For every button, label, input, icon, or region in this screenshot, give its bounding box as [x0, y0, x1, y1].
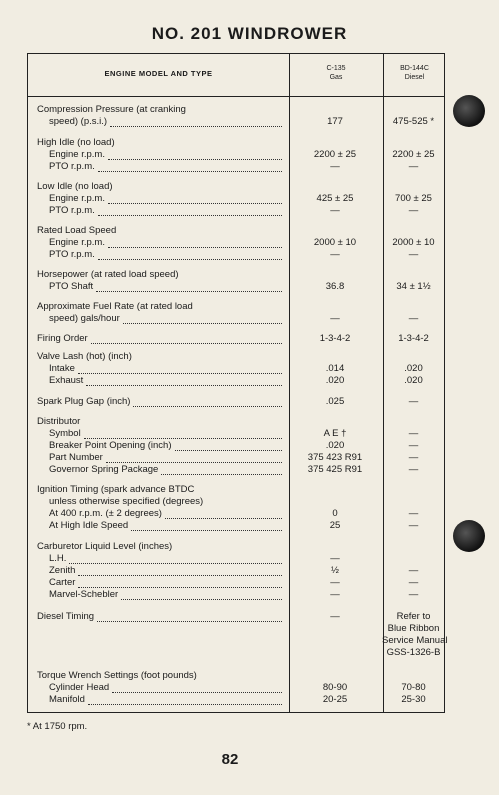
- leader-dots: [97, 620, 282, 622]
- header-col1-type: Gas: [329, 74, 343, 81]
- diesel-value: 25-30: [401, 694, 426, 705]
- gas-value: —: [330, 249, 340, 260]
- gas-value: .020: [325, 440, 345, 451]
- gas-value: A E †: [323, 428, 347, 439]
- diesel-value: —: [408, 577, 419, 588]
- leader-dots: [91, 342, 282, 344]
- row-label: Part Number: [49, 452, 103, 463]
- row-label: Compression Pressure (at cranking: [37, 104, 186, 115]
- row-label: Cylinder Head: [49, 682, 110, 693]
- gas-value: 80-90: [322, 682, 348, 693]
- leader-dots: [98, 258, 282, 260]
- leader-dots: [108, 158, 282, 160]
- diesel-value: —: [408, 565, 419, 576]
- row-label: Approximate Fuel Rate (at rated load: [37, 301, 193, 312]
- page-number: 82: [221, 751, 239, 768]
- diesel-value: —: [408, 464, 419, 475]
- leader-dots: [121, 598, 282, 600]
- leader-dots: [110, 125, 282, 127]
- row-label: Breaker Point Opening (inch): [49, 440, 172, 451]
- gas-value: —: [330, 313, 340, 324]
- row-label: Engine r.p.m.: [49, 193, 105, 204]
- gas-value: —: [330, 553, 340, 564]
- gas-value: 177: [327, 116, 343, 127]
- leader-dots: [165, 517, 282, 519]
- gas-value: 20-25: [322, 694, 348, 705]
- row-label: PTO r.p.m.: [49, 249, 95, 260]
- diesel-value: 34 ± 1½: [396, 281, 431, 292]
- diesel-value: —: [408, 428, 419, 439]
- leader-dots: [78, 586, 282, 588]
- diesel-value: 475-525 *: [392, 116, 435, 127]
- header-col2-model: BD-144C: [400, 65, 429, 72]
- gas-value: —: [330, 577, 340, 588]
- leader-dots: [131, 529, 282, 531]
- leader-dots: [78, 574, 282, 576]
- row-label: Exhaust: [49, 375, 84, 386]
- row-label: unless otherwise specified (degrees): [49, 496, 204, 507]
- leader-dots: [106, 461, 282, 463]
- diesel-value: —: [408, 249, 419, 260]
- gas-value: 1-3-4-2: [319, 333, 351, 344]
- leader-dots: [88, 703, 282, 705]
- binder-hole: [453, 520, 485, 552]
- leader-dots: [86, 384, 282, 386]
- diesel-value: 700 ± 25: [395, 193, 432, 204]
- footnote: * At 1750 rpm.: [27, 721, 88, 732]
- row-label: Low Idle (no load): [37, 181, 113, 192]
- gas-value: —: [330, 205, 340, 216]
- leader-dots: [133, 405, 282, 407]
- row-label: speed) (p.s.i.): [49, 116, 108, 127]
- diesel-value: —: [408, 589, 419, 600]
- gas-value: —: [330, 161, 340, 172]
- row-label: PTO r.p.m.: [49, 205, 95, 216]
- leader-dots: [108, 202, 282, 204]
- leader-dots: [112, 691, 282, 693]
- gas-value: .020: [325, 375, 345, 386]
- gas-value: .025: [325, 396, 345, 407]
- row-label: Marvel-Schebler: [49, 589, 119, 600]
- leader-dots: [96, 290, 282, 292]
- diesel-value: —: [408, 440, 419, 451]
- row-label: PTO Shaft: [49, 281, 94, 292]
- row-label: Engine r.p.m.: [49, 237, 105, 248]
- row-label: Distributor: [37, 416, 81, 427]
- header-col2-type: Diesel: [404, 74, 425, 81]
- row-label: Valve Lash (hot) (inch): [37, 351, 132, 362]
- gas-value: 0: [332, 508, 338, 519]
- header-col1-model: C-135: [326, 65, 346, 72]
- row-label: Ignition Timing (spark advance BTDC: [37, 484, 195, 495]
- header-divider: [28, 96, 444, 97]
- row-label: High Idle (no load): [37, 137, 115, 148]
- row-label: Engine r.p.m.: [49, 149, 105, 160]
- row-label: Torque Wrench Settings (foot pounds): [37, 670, 197, 681]
- leader-dots: [108, 246, 282, 248]
- leader-dots: [78, 372, 282, 374]
- gas-value: 375 425 R91: [307, 464, 363, 475]
- row-label: Spark Plug Gap (inch): [37, 396, 131, 407]
- diesel-value: —: [408, 396, 419, 407]
- leader-dots: [161, 473, 282, 475]
- gas-value: —: [330, 611, 340, 622]
- gas-value: 2200 ± 25: [313, 149, 357, 160]
- leader-dots: [69, 562, 282, 564]
- diesel-value: 70-80: [401, 682, 426, 693]
- page-title: NO. 201 WINDROWER: [151, 24, 348, 43]
- leader-dots: [84, 437, 282, 439]
- diesel-value: .020: [404, 375, 423, 386]
- binder-hole: [453, 95, 485, 127]
- row-label: Intake: [49, 363, 75, 374]
- gas-value: 375 423 R91: [307, 452, 363, 463]
- diesel-value: Service Manual: [382, 635, 448, 646]
- row-label: Diesel Timing: [37, 611, 95, 622]
- row-label: L.H.: [49, 553, 67, 564]
- row-label: speed) gals/hour: [49, 313, 120, 324]
- diesel-value: —: [408, 161, 419, 172]
- row-label: At 400 r.p.m. (± 2 degrees): [49, 508, 162, 519]
- diesel-value: Blue Ribbon: [387, 623, 440, 634]
- gas-value: 2000 ± 10: [313, 237, 357, 248]
- gas-value: .014: [325, 363, 345, 374]
- diesel-value: —: [408, 205, 419, 216]
- header-col2: [383, 64, 446, 82]
- row-label: Firing Order: [37, 333, 88, 344]
- diesel-value: 2200 ± 25: [392, 149, 435, 160]
- row-label: Governor Spring Package: [49, 464, 159, 475]
- row-label: Carburetor Liquid Level (inches): [37, 541, 173, 552]
- diesel-value: 2000 ± 10: [392, 237, 435, 248]
- diesel-value: .020: [404, 363, 423, 374]
- row-label: Rated Load Speed: [37, 225, 117, 236]
- leader-dots: [175, 449, 282, 451]
- leader-dots: [98, 214, 282, 216]
- row-label: Carter: [49, 577, 76, 588]
- row-label: Horsepower (at rated load speed): [37, 269, 179, 280]
- row-label: Zenith: [49, 565, 76, 576]
- leader-dots: [98, 170, 282, 172]
- row-label: PTO r.p.m.: [49, 161, 95, 172]
- diesel-value: —: [408, 452, 419, 463]
- leader-dots: [123, 322, 282, 324]
- diesel-value: —: [408, 508, 419, 519]
- row-label: Symbol: [49, 428, 81, 439]
- row-label: Manifold: [49, 694, 85, 705]
- gas-value: 36.8: [325, 281, 345, 292]
- header-col1: [289, 64, 383, 82]
- gas-value: 25: [329, 520, 341, 531]
- diesel-value: 1-3-4-2: [398, 333, 429, 344]
- gas-value: 425 ± 25: [316, 193, 354, 204]
- header-label: ENGINE MODEL AND TYPE: [104, 69, 213, 78]
- diesel-value: Refer to: [396, 611, 431, 622]
- gas-value: —: [330, 589, 340, 600]
- gas-value: ½: [331, 565, 339, 576]
- diesel-value: —: [408, 313, 419, 324]
- diesel-value: —: [408, 520, 419, 531]
- row-label: At High Idle Speed: [49, 520, 129, 531]
- diesel-value: GSS-1326-B: [386, 647, 441, 658]
